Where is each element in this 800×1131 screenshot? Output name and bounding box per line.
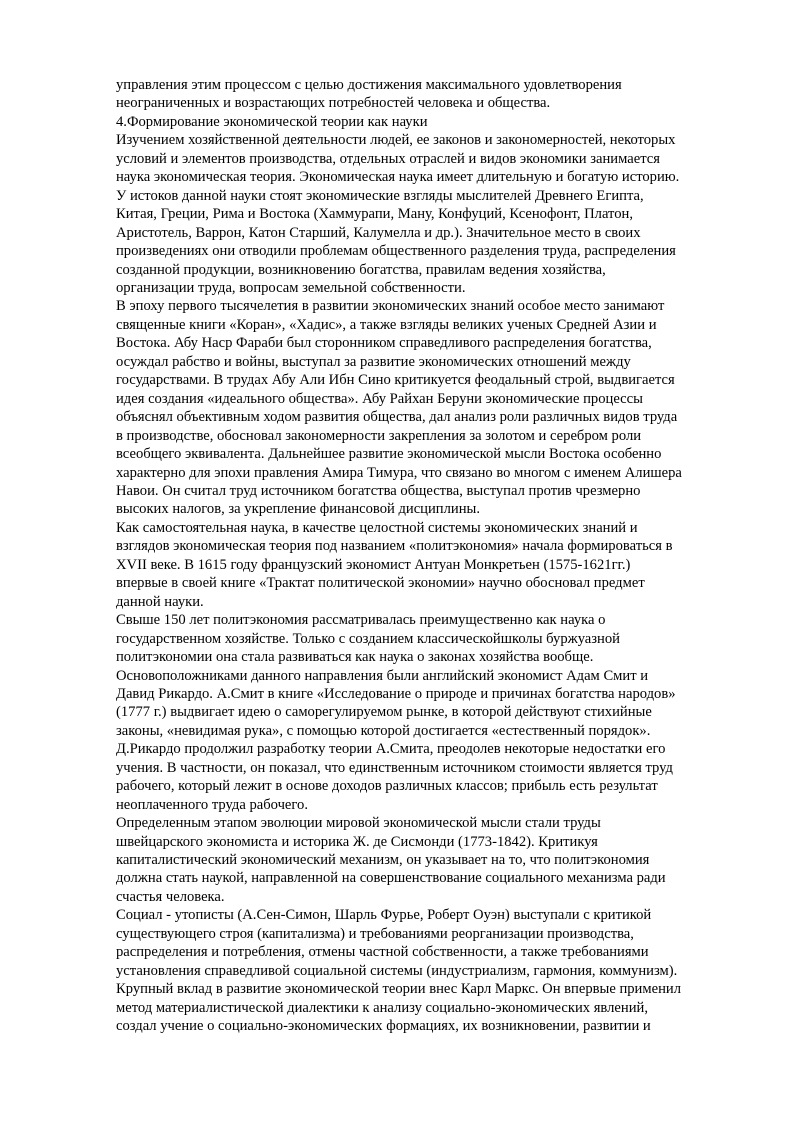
text-line: Социал - утописты (А.Сен-Симон, Шарль Фурье, Роберт Оуэн) выступали с критикой	[116, 907, 652, 924]
text-line: идея создания «идеального общества». Абу Райхан Беруни экономические процессы	[116, 390, 643, 407]
text-line: неограниченных и возрастающих потребностей человека и общества.	[116, 95, 551, 112]
paragraph-intro-continuation	[116, 76, 716, 113]
text-line: впервые в своей книге «Трактат политической экономии» научно обосновал предмет	[116, 575, 645, 592]
text-line: организации труда, вопросам земельной собственности.	[116, 279, 466, 296]
text-line: счастья человека.	[116, 888, 225, 905]
text-line: Китая, Греции, Рима и Востока (Хаммурапи, Ману, Конфуций, Ксенофонт, Платон,	[116, 206, 633, 223]
text-line: учения. В частности, он показал, что единственным источником стоимости является труд	[116, 759, 673, 776]
paragraph-political-economy	[116, 519, 716, 611]
text-line: рабочего, который лежит в основе доходов различных классов; прибыль есть результат	[116, 778, 658, 795]
text-line: капиталистический экономический механизм, он указывает на то, что политэкономия	[116, 852, 650, 869]
paragraph-classical-school	[116, 611, 716, 814]
text-line: условий и элементов производства, отдельных отраслей и видов экономики занимается	[116, 150, 660, 167]
text-line: Определенным этапом эволюции мировой экономической мысли стали труды	[116, 815, 601, 832]
paragraph-sismondi	[116, 814, 716, 906]
text-line: данной науки.	[116, 593, 204, 610]
text-line: распределения и потребления, отмены частной собственности, а также требованиями	[116, 944, 649, 961]
text-line: метод материалистической диалектики к анализу социально-экономических явлений,	[116, 999, 648, 1016]
text-line: Навои. Он считал труд источником богатства общества, выступал против чрезмерно	[116, 482, 641, 499]
text-line: Давид Рикардо. А.Смит в книге «Исследование о природе и причинах богатства народов»	[116, 685, 676, 702]
text-line: установления справедливой социальной системы (индустриализм, гармония, коммунизм).	[116, 962, 678, 979]
text-line: созданной продукции, возникновению богатства, правилам ведения хозяйства,	[116, 261, 606, 278]
text-line: Крупный вклад в развитие экономической теории внес Карл Маркс. Он впервые применил	[116, 981, 681, 998]
text-line: высоких налогов, за укрепление финансовой дисциплины.	[116, 501, 480, 518]
text-line: Свыше 150 лет политэкономия рассматривалась преимущественно как наука о	[116, 612, 606, 629]
text-line: государствами. В трудах Абу Али Ибн Сино критикуется феодальный строй, выдвигается	[116, 372, 675, 389]
text-line: XVII веке. В 1615 году французский экономист Антуан Монкретьен (1575-1621гг.)	[116, 556, 631, 573]
paragraph-marx	[116, 980, 716, 1035]
text-line: создал учение о социально-экономических формациях, их возникновении, развитии и	[116, 1018, 651, 1035]
text-line: управления этим процессом с целью достижения максимального удовлетворения	[116, 77, 622, 93]
text-line: всеобщего эквивалента. Дальнейшее развитие экономической мысли Востока особенно	[116, 446, 662, 463]
text-line: Востока. Абу Наср Фараби был сторонником справедливого распределения богатства,	[116, 335, 652, 352]
text-line: политэкономии она стала развиваться как наука о законах хозяйства вообще.	[116, 649, 594, 666]
text-line: существующего строя (капитализма) и требованиями реорганизации производства,	[116, 925, 634, 942]
text-line: осуждал рабство и войны, выступал за развитие экономических отношений между	[116, 353, 631, 370]
text-line: наука экономическая теория. Экономическая наука имеет длительную и богатую историю.	[116, 169, 680, 186]
section-heading	[116, 113, 716, 131]
paragraph-origins	[116, 131, 716, 297]
text-line: Основоположниками данного направления были английский экономист Адам Смит и	[116, 667, 649, 684]
text-line: характерно для эпохи правления Амира Тимура, что связано во многом с именем Алишера	[116, 464, 682, 481]
text-line: должна стать наукой, направленной на совершенствование социального механизма ради	[116, 870, 666, 887]
text-line: (1777 г.) выдвигает идею о саморегулируемом рынке, в которой действуют стихийные	[116, 704, 652, 721]
paragraph-first-millennium	[116, 297, 716, 518]
document-page	[116, 76, 716, 1036]
paragraph-utopians	[116, 906, 716, 980]
text-line: швейцарского экономиста и историка Ж. де Сисмонди (1773-1842). Критикуя	[116, 833, 598, 850]
text-line: объяснял объективным ходом развития общества, дал анализ роли различных видов труда	[116, 409, 678, 426]
text-line: 4.Формирование экономической теории как науки	[116, 113, 428, 130]
text-line: Как самостоятельная наука, в качестве целостной системы экономических знаний и	[116, 519, 638, 536]
text-line: в производстве, обосновал закономерности закрепления за золотом и серебром роли	[116, 427, 642, 444]
text-line: Аристотель, Варрон, Катон Старший, Калумелла и др.). Значительное место в своих	[116, 224, 641, 241]
text-line: взглядов экономическая теория под названием «политэкономия» начала формироваться в	[116, 538, 673, 555]
text-line: государственном хозяйстве. Только с созданием классическойшколы буржуазной	[116, 630, 620, 647]
text-line: В эпоху первого тысячелетия в развитии экономических знаний особое место занимают	[116, 298, 665, 315]
text-line: неоплаченного труда рабочего.	[116, 796, 308, 813]
text-line: Д.Рикардо продолжил разработку теории А.Смита, преодолев некоторые недостатки его	[116, 741, 666, 758]
text-line: произведениях они отводили проблемам общественного разделения труда, распределения	[116, 243, 676, 260]
text-line: Изучением хозяйственной деятельности людей, ее законов и закономерностей, некоторых	[116, 132, 676, 149]
text-line: священные книги «Коран», «Хадис», а также взгляды великих ученых Средней Азии и	[116, 316, 657, 333]
text-line: У истоков данной науки стоят экономические взгляды мыслителей Древнего Египта,	[116, 187, 644, 204]
text-line: законы, «невидимая рука», с помощью которой достигается «естественный порядок».	[116, 722, 651, 739]
